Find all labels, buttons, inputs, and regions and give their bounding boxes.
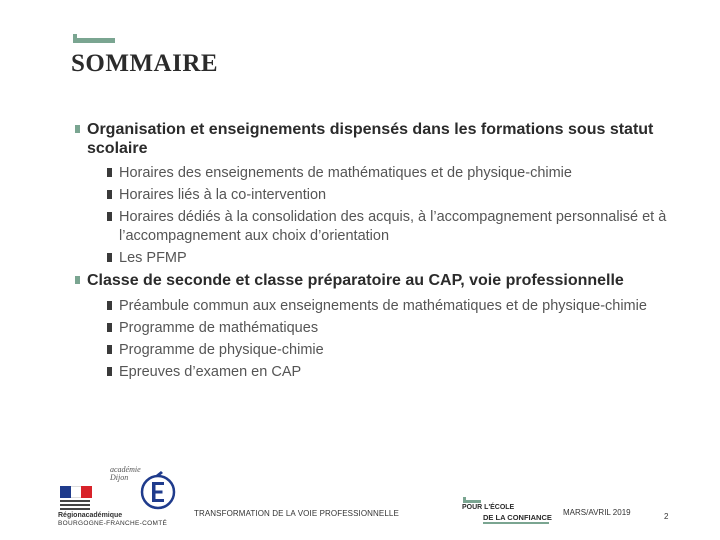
list-item xyxy=(107,363,675,382)
list-item xyxy=(107,341,675,360)
square-bullet-icon xyxy=(75,276,80,284)
list-item xyxy=(107,297,675,316)
square-bullet-icon xyxy=(107,301,112,310)
list-item-text: Epreuves d’examen en CAP xyxy=(119,364,302,380)
square-bullet-icon xyxy=(107,212,112,221)
section-heading xyxy=(75,271,675,290)
confiance-logo-line1: POUR L'ÉCOLE xyxy=(462,504,515,511)
list-item xyxy=(107,319,675,338)
footer-date: MARS/AVRIL 2019 xyxy=(563,508,631,517)
french-flag-icon xyxy=(60,485,92,497)
list-item xyxy=(107,164,675,183)
academie-logo-line2: Dijon xyxy=(110,473,129,482)
region-logo-line2: BOURGOGNE-FRANCHE-COMTÉ xyxy=(58,520,168,527)
sub-list xyxy=(107,297,675,382)
logo-accent-bar xyxy=(463,497,481,503)
square-bullet-icon xyxy=(107,190,112,199)
region-logo-line1: Régionacadémique xyxy=(58,512,123,519)
square-bullet-icon xyxy=(107,345,112,354)
academie-dijon-logo xyxy=(110,466,170,514)
title-accent-bar xyxy=(73,34,115,43)
academie-e-icon xyxy=(140,470,176,512)
square-bullet-icon xyxy=(107,367,112,376)
square-bullet-icon xyxy=(107,253,112,262)
section-1 xyxy=(75,120,675,268)
slide-content xyxy=(75,120,675,385)
list-item-text: Horaires des enseignements de mathématiques et de physique-chimie xyxy=(119,165,572,181)
slide-title: SOMMAIRE xyxy=(71,50,219,77)
ecole-confiance-logo xyxy=(459,497,555,525)
list-item-text: Programme de mathématiques xyxy=(119,320,319,336)
list-item xyxy=(107,249,675,268)
list-item-text: Horaires dédiés à la consolidation des acquis, à l’accompagnement personnalisé et à l’accompagnement aux choix d’orientation xyxy=(119,209,667,244)
academie-logo-text xyxy=(110,466,141,482)
list-item-text: Horaires liés à la co-intervention xyxy=(119,187,327,203)
list-item xyxy=(107,186,675,205)
confiance-logo-line2: DE LA CONFIANCE xyxy=(483,513,552,522)
footer-center-text: TRANSFORMATION DE LA VOIE PROFESSIONNELLE xyxy=(194,509,399,518)
section-heading xyxy=(75,120,675,158)
page-number: 2 xyxy=(664,512,669,521)
academie-logo-line1: académie xyxy=(110,465,141,474)
list-item-text: Programme de physique-chimie xyxy=(119,342,324,358)
square-bullet-icon xyxy=(107,323,112,332)
square-bullet-icon xyxy=(107,168,112,177)
section-heading-text: Classe de seconde et classe préparatoire au CAP, voie professionnelle xyxy=(87,272,624,289)
list-item-text: Préambule commun aux enseignements de mathématiques et de physique-chimie xyxy=(119,298,647,314)
list-item-text: Les PFMP xyxy=(119,250,187,266)
logo-underline xyxy=(483,522,549,524)
republique-text-lines xyxy=(60,500,90,512)
sub-list xyxy=(107,164,675,268)
section-heading-text: Organisation et enseignements dispensés dans les formations sous statut scolaire xyxy=(87,121,654,157)
section-2 xyxy=(75,271,675,382)
list-item xyxy=(107,208,675,246)
square-bullet-icon xyxy=(75,125,80,133)
